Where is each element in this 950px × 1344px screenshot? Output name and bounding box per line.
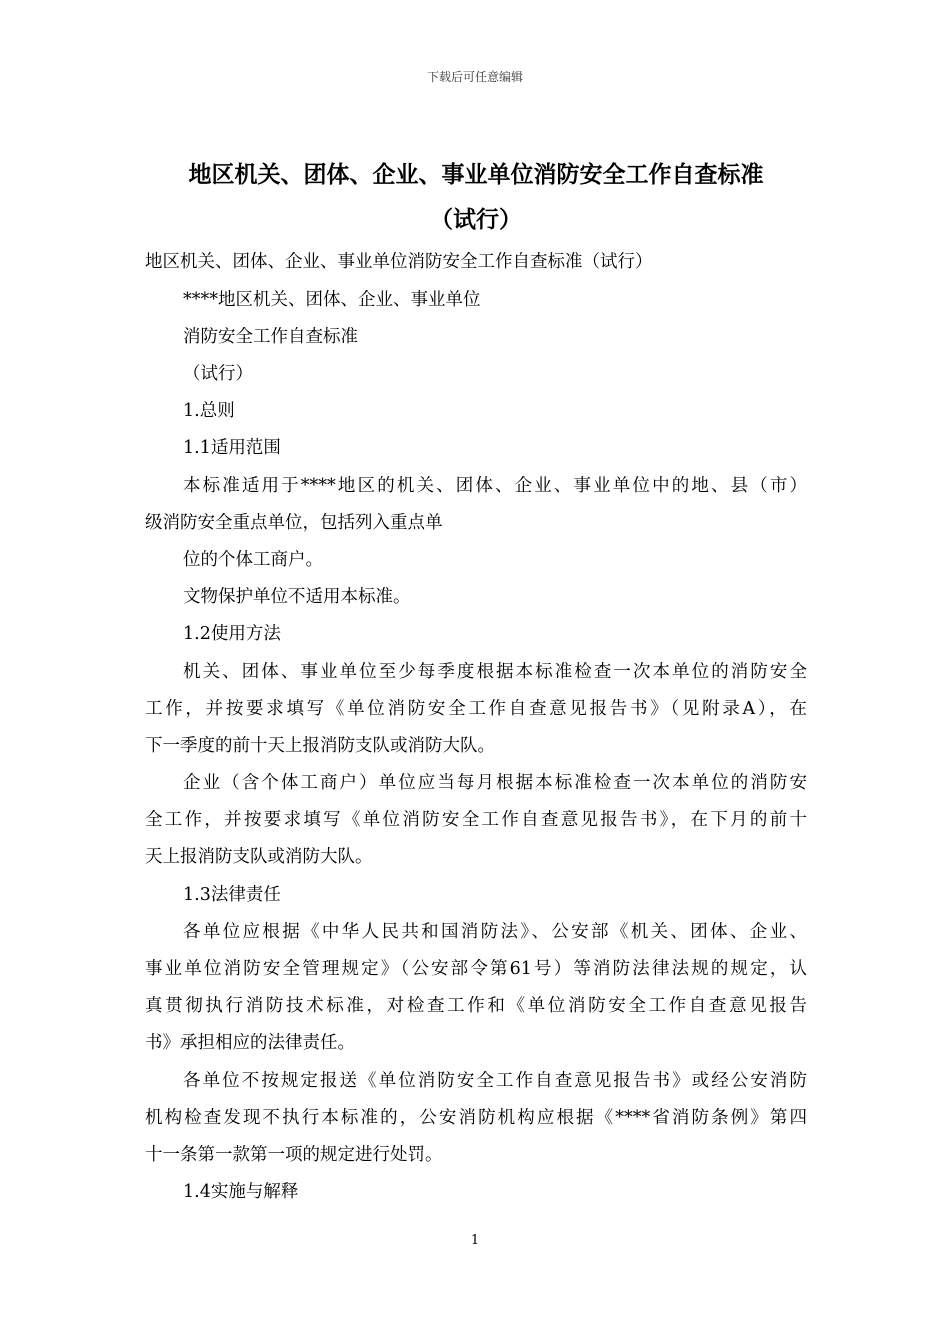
- section-heading-1-1: 1.1适用范围: [183, 438, 281, 458]
- section-heading-1-3: 1.3法律责任: [183, 885, 281, 905]
- paragraph-method-a-line3: 下一季度的前十天上报消防支队或消防大队。: [145, 736, 495, 756]
- document-title-line2: （试行）: [430, 207, 522, 233]
- paragraph-org-line: ****地区机关、团体、企业、事业单位: [183, 290, 481, 310]
- paragraph-method-b-line3: 天上报消防支队或消防大队。: [145, 847, 373, 867]
- paragraph-scope-line1: 本标准适用于****地区的机关、团体、企业、事业单位中的地、县（市）: [183, 476, 807, 496]
- paragraph-method-b-line1: 企业（含个体工商户）单位应当每月根据本标准检查一次本单位的消防安: [183, 773, 807, 793]
- document-title-line1: 地区机关、团体、企业、事业单位消防安全工作自查标准: [188, 162, 764, 188]
- paragraph-liability-line3: 真贯彻执行消防技术标准，对检查工作和《单位消防安全工作自查意见报告: [145, 996, 807, 1016]
- paragraph-scope-line3: 位的个体工商户。: [183, 550, 323, 570]
- paragraph-penalty-line3: 十一条第一款第一项的规定进行处罚。: [145, 1145, 443, 1165]
- paragraph-trial: （试行）: [183, 364, 253, 384]
- paragraph-liability-line4: 书》承担相应的法律责任。: [145, 1033, 355, 1053]
- paragraph-penalty-line2: 机构检查发现不执行本标准的，公安消防机构应根据《****省消防条例》第四: [145, 1108, 807, 1128]
- paragraph-liability-line1: 各单位应根据《中华人民共和国消防法》、公安部《机关、团体、企业、: [183, 922, 807, 942]
- section-heading-1: 1.总则: [183, 401, 235, 421]
- paragraph-liability-line2: 事业单位消防安全管理规定》（公安部令第61号）等消防法律法规的规定，认: [145, 959, 807, 979]
- paragraph-full-title: 地区机关、团体、企业、事业单位消防安全工作自查标准（试行）: [145, 252, 653, 272]
- paragraph-method-a-line2: 工作，并按要求填写《单位消防安全工作自查意见报告书》（见附录A），在: [145, 699, 807, 719]
- paragraph-penalty-line1: 各单位不按规定报送《单位消防安全工作自查意见报告书》或经公安消防: [183, 1071, 807, 1091]
- page-number: 1: [470, 1233, 480, 1248]
- section-heading-1-4: 1.4实施与解释: [183, 1182, 299, 1202]
- paragraph-method-a-line1: 机关、团体、事业单位至少每季度根据本标准检查一次本单位的消防安全: [183, 662, 807, 682]
- header-note: 下载后可任意编辑: [426, 70, 523, 84]
- paragraph-exclusion: 文物保护单位不适用本标准。: [183, 587, 411, 607]
- paragraph-scope-line2: 级消防安全重点单位，包括列入重点单: [145, 513, 443, 533]
- paragraph-method-b-line2: 全工作，并按要求填写《单位消防安全工作自查意见报告书》，在下月的前十: [145, 810, 807, 830]
- paragraph-subtitle: 消防安全工作自查标准: [183, 327, 358, 347]
- section-heading-1-2: 1.2使用方法: [183, 624, 281, 644]
